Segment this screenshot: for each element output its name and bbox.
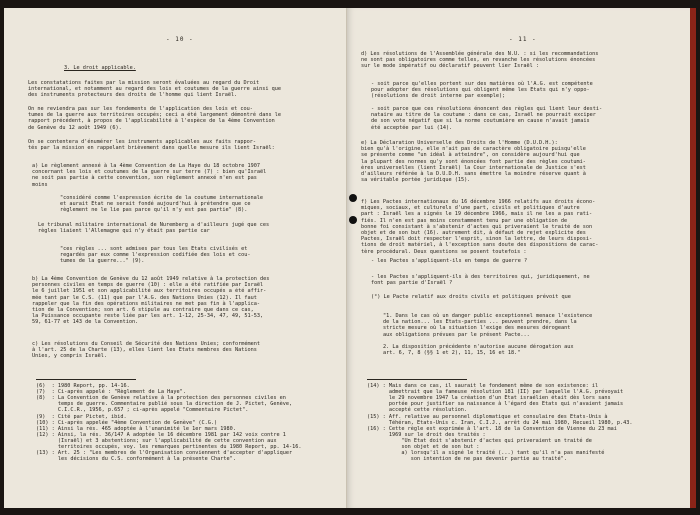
list-item: la plupart des normes qu'y sont énoncées font partie des règles coutumi- <box>361 158 586 165</box>
list-item: - soit parce qu'elles portent sur des matières où l'A.G. est compétente <box>371 81 593 87</box>
list-item: Unies, y compris Israël. <box>32 353 107 360</box>
footnote: son objet et de son but : <box>367 444 480 450</box>
footnote: a) lorsqu'il a signé le traité (...) tant qu'il n'a pas manifesté <box>367 450 605 457</box>
list-item: sa véritable portée juridique (15). <box>361 177 471 184</box>
footnote: (Israël) et 3 abstentions; sur l'applicabilité de cette convention aux <box>36 437 277 444</box>
list-item: (résolutions de droit interne par exemple); <box>371 93 506 100</box>
quote: de la nation... les Etats-parties ... peuvent prendre, dans la <box>383 319 577 326</box>
paragraph: (°) Le Pacte relatif aux droits civils et politiques prévoit que <box>371 294 571 300</box>
footnote: (13) : Art. 25 : "Les membres de l'Organisation conviennent d'accepter d'appliquer <box>36 450 293 457</box>
binder-hole <box>349 194 357 202</box>
paragraph: tumes de la guerre aux territoires occupés; ceci a été largement démontré dans le <box>28 112 281 119</box>
footnote: portée pour justifier sa naissance à l'égard des Etats qui n'avaient jamais <box>367 401 624 408</box>
quote: "considéré comme l'expression écrite de la coutume internationale <box>60 195 264 201</box>
list-item: sur le mode impératif ou déclaratif peuvent lier Israël : <box>361 63 540 70</box>
list-item: rappeler que la fin des opérations militaires ne met pas fin à l'applica- <box>32 300 260 307</box>
list-item: le 6 juillet 1951 et son applicabilité aux territoires occupés a été affir- <box>32 288 267 295</box>
footnote: (9) : Cité par Pictet, ibid. <box>36 413 127 420</box>
quote: tumes de la guerre..." (9). <box>60 258 145 265</box>
question: - les Pactes s'appliquent-ils à des territoires qui, juridiquement, ne <box>371 274 590 280</box>
footnote: son intention de ne pas devenir partie au traité". <box>367 456 567 463</box>
page-number: - 11 - <box>509 36 537 43</box>
list-item: bonne foi consistant à s'abstenir d'actes qui priveraient le traité de son <box>361 223 593 230</box>
list-item: concernant les lois et coutumes de la guerre sur terre (7) : bien qu'Israël <box>32 169 267 176</box>
binder-edge <box>690 8 696 508</box>
paragraph: Le tribunal militaire international de Nuremberg a d'ailleurs jugé que ces <box>38 222 270 228</box>
question: font pas partie d'Israël ? <box>371 280 453 287</box>
section-title: 3. Le droit applicable. <box>64 65 136 71</box>
footnote: (14) : Mais dans ce cas, il saurait le fondement même de son existence: il <box>367 383 599 389</box>
footnote: (6) : 1980 Report, pp. 14-16. <box>36 383 130 389</box>
quote: règlement ne le lie pas parce qu'il n'y est pas partie" (8). <box>60 207 248 214</box>
list-item: de son vote négatif que si la norme coutumière en cause n'avait jamais <box>371 118 590 125</box>
footnote: C.I.C.R., 1956, p.657 ; ci-après appelé "Commentaire Pictet". <box>36 407 249 414</box>
list-item: d) Les résolutions de l'Assemblée générale des N.U. : si les recommandations <box>361 51 599 57</box>
list-item: pour adopter des résolutions qui obligent même les Etats qui n'y oppo- <box>371 87 590 94</box>
quote: 2. La disposition précédente n'autorise aucune dérogation aux <box>383 344 574 350</box>
paragraph: de Genève du 12 août 1949 (6). <box>28 124 122 131</box>
right-page <box>347 8 696 508</box>
paragraph: On se contentera d'énumérer les instruments applicables aux faits rappor- <box>28 139 256 145</box>
quote: regardés par eux comme l'expression codifiée des lois et cou- <box>60 252 251 259</box>
list-item: objet et de son but (16). autrement dit, à défaut de rejet explicite des <box>361 230 586 236</box>
quote: et aurait Etat ne serait fondé aujourd'hui à prétendre que ce <box>60 201 251 208</box>
footnote: accepté cette résolution. <box>367 407 467 414</box>
binder-hole <box>349 216 357 224</box>
list-item: ne soit pas partie à cette convention, son règlement annexé n'en est pas <box>32 175 257 182</box>
footnote: (7) : Ci-après appelé : "Règlement de La Haye". <box>36 389 186 396</box>
list-item: c) Les résolutions du Conseil de Sécurité des Nations Unies; conformément <box>32 341 260 347</box>
quote: aux obligations prévues par le présent Pacte... <box>383 331 530 338</box>
paragraph: règles liaient l'Allemagne qui n'y était pas partie car <box>38 228 210 235</box>
paragraph: des instruments protecteurs des droits de l'homme qui lient Israël. <box>28 92 238 99</box>
quote: art. 6, 7, 8 (§§ 1 et 2), 11, 15, 16 et 18." <box>383 350 521 357</box>
list-item: miques, sociaux, et culturels d'une part, civils et politiques d'autre <box>361 205 580 212</box>
footnote: (12) : Ainsi, la rés. 36/147 A adoptée le 16 décembre 1981 par 142 voix contre 1 <box>36 431 286 438</box>
list-item: b) La 4ème Convention de Genève du 12 août 1949 relative à la protection des <box>32 276 270 282</box>
footnote: "Un Etat doit s'abstenir d'actes qui priveraient un traité de <box>367 437 592 444</box>
footnote-rule <box>367 379 467 380</box>
list-item: fiés. Il n'en est pas moins constamment tenu par une obligation de <box>361 217 568 224</box>
list-item: Pactes, Israël doit respecter l'esprit, sinon la lettre, de leurs disposi- <box>361 236 593 243</box>
footnote: territoires occupés, voy. les remarques pertinentes du 1980 Report, pp. 14-16. <box>36 444 302 450</box>
list-item: la Puissance occupante reste liée par les art. 1-12, 25-34, 47, 49, 51-53, <box>32 313 264 320</box>
quote: "1. Dans le cas où un danger public exceptionnel menace l'existence <box>383 313 593 319</box>
list-item: personnes civiles en temps de guerre (10) : elle a été ratifiée par Israël <box>32 282 264 289</box>
footnote: le 29 novembre 1947 la création d'un Etat israélien était dès lors sans <box>367 395 611 402</box>
list-item: e) La Déclaration Universelle des Droits de l'Homme (D.U.D.H.): <box>361 140 558 146</box>
question: - les Pactes s'appliquent-ils en temps de guerre ? <box>371 258 528 264</box>
paragraph: Les constatations faites par la mission seront évaluées au regard du Droit <box>28 80 260 86</box>
list-item: se présente comme "un idéal à atteindre", on considère aujourd'hui que <box>361 152 580 159</box>
footnote-rule <box>36 379 136 380</box>
footnote: (8) : La Convention de Genève relative à la protection des personnes civiles en <box>36 395 286 402</box>
list-item: part : Israël les a signés le 19 décembre 1966, mais il ne les a pas rati- <box>361 211 593 218</box>
paragraph: international, et notamment au regard des lois et coutumes de la guerre ainsi que <box>28 86 281 93</box>
paragraph: rapport précédent, à propos de l'applicabilité à l'espèce de la 4ème Convention <box>28 118 275 125</box>
list-item: bien qu'à l'origine, elle n'ait pas de caractère obligatoire puisqu'elle <box>361 146 586 153</box>
footnote: (15) : Aff. relative au personnel diplomatique et consulaire des Etats-Unis à <box>367 413 608 420</box>
list-item: moins <box>32 181 48 188</box>
footnote: 1969 sur le droit des traités : <box>367 431 486 438</box>
list-item: f) Les Pactes internationaux du 16 décembre 1966 relatifs aux droits écono- <box>361 199 596 205</box>
footnote: temps de guerre. Commentaire publié sous la direction de J. Pictet, Genève, <box>36 401 293 408</box>
list-item: ères universelles (lient Israël) la Cour internationale de Justice s'est <box>361 164 586 171</box>
list-item: tions de droit matériel, à l'exception sans doute des dispositions de carac- <box>361 242 599 249</box>
footnote: Téhéran, Etats-Unis c. Iran, C.I.J., arrêt du 24 mai 1980, Recueil 1980, p.43. <box>367 419 633 426</box>
footnote: les décisions du C.S. conformément à la présente Charte". <box>36 456 236 463</box>
quote: stricte mesure où la situation l'exige des mesures dérogeant <box>383 325 571 332</box>
list-item: nataire au titre de la coutume : dans ce cas, Israël ne pourrait exciper <box>371 112 596 119</box>
footnote: (10) : Ci-après appelée "4ème Convention de Genève" (C.G.) <box>36 419 218 426</box>
paragraph: tés par la mission en rappelant brièvement dans quelle mesure ils lient Israël: <box>28 145 275 152</box>
page-number: - 10 - <box>166 36 194 43</box>
list-item: mée tant par le C.S. (11) que par l'A.G. des Nations Unies (12). Il faut <box>32 294 257 301</box>
quote: "ces règles ... sont admises par tous les Etats civilisés et <box>60 246 248 252</box>
list-item: tère procédural. Deux questions se posent toutefois : <box>361 248 527 255</box>
list-item: ne sont pas obligatoires comme telles, en revanche les résolutions énoncées <box>361 57 596 64</box>
list-item: été acceptée par lui (14). <box>371 124 453 131</box>
paragraph: On ne reviendra pas sur les fondements de l'application des lois et cou- <box>28 106 253 112</box>
list-item: à l'art. 25 de la Charte (13), elles lient les Etats membres des Nations <box>32 347 257 354</box>
list-item: a) Le règlement annexé à la 4ème Convention de La Haye du 18 octobre 1907 <box>32 163 260 169</box>
left-page <box>4 8 347 508</box>
list-item: 59, 61-77 et 143 de la Convention. <box>32 319 139 326</box>
footnote: (11) : Ainsi la rés. 465 adoptée à l'unanimité le 1er mars 1980. <box>36 425 236 432</box>
footnote: (16) : Cette règle est exprimée à l'art. 18 de la Convention de Vienne du 23 mai <box>367 425 617 432</box>
list-item: tion de la Convention; son art. 6 stipule au contraire que dans ce cas, <box>32 307 254 313</box>
list-item: - soit parce que ces résolutions énoncent des règles qui lient leur desti- <box>371 106 603 112</box>
list-item: d'ailleurs référée à la D.U.D.H. sans émettre la moindre réserve quant à <box>361 171 586 177</box>
footnote: admettrait que la fameuse résolution 181 (II) par laquelle l'A.G. prévoyait <box>367 389 624 396</box>
